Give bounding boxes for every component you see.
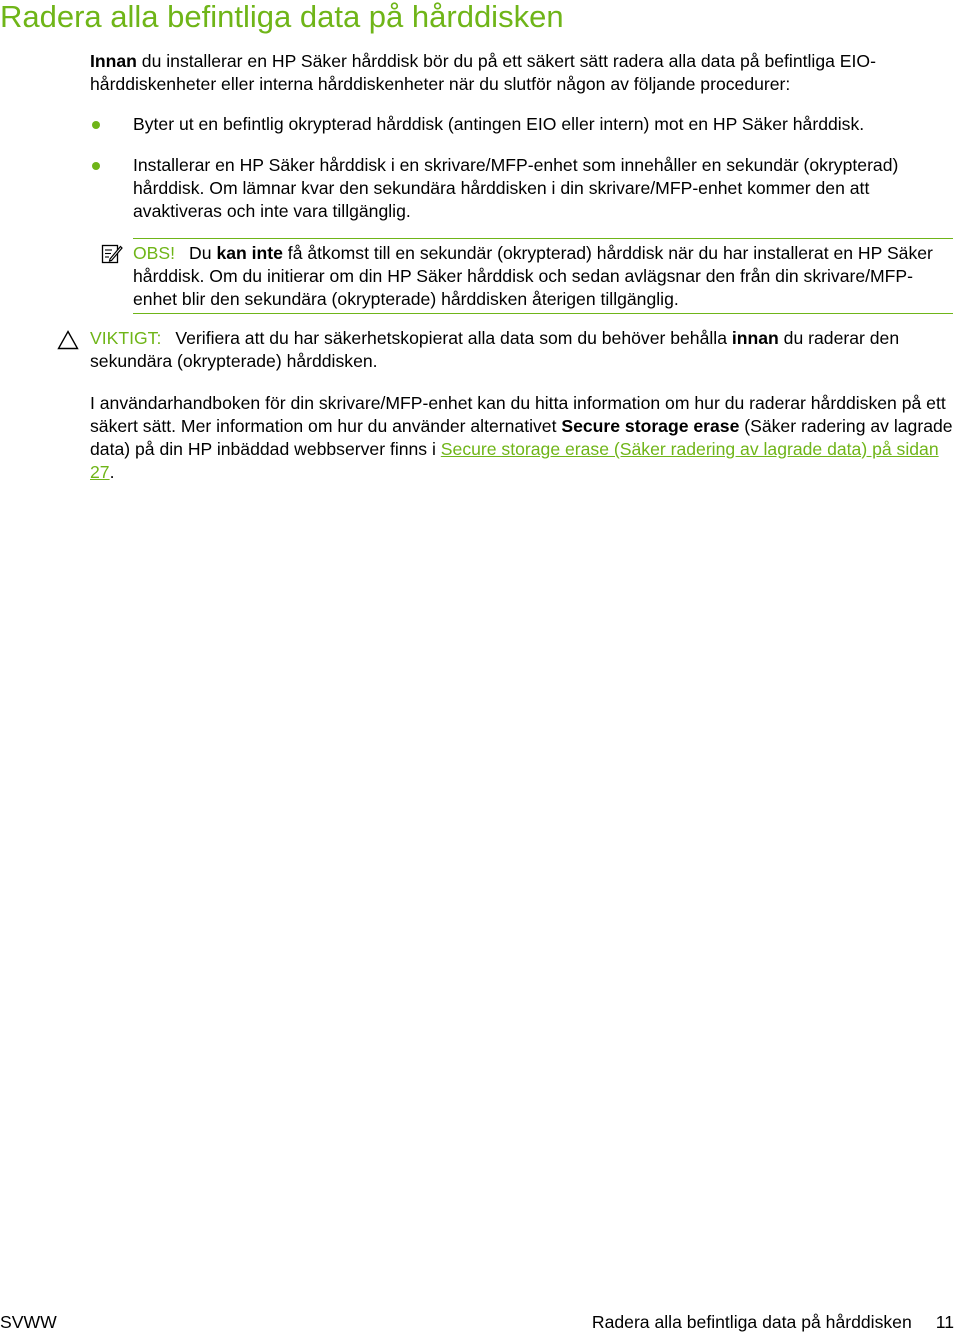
warning-triangle-icon — [57, 330, 79, 350]
list-item-text: Byter ut en befintlig okrypterad hårddisk (antingen EIO eller intern) mot en HP Säker hårddisk. — [133, 114, 865, 134]
list-item — [0, 113, 955, 136]
secure-storage-erase-link[interactable]: Secure storage erase (Säker radering av lagrade data) på sidan 27 — [90, 439, 939, 482]
bullet-list — [0, 113, 960, 241]
paragraph-text-bold: Secure storage erase — [561, 416, 740, 436]
note-text-bold: kan inte — [216, 243, 283, 263]
intro-paragraph — [90, 50, 952, 96]
note-box — [133, 238, 953, 314]
note-pencil-icon — [101, 242, 123, 264]
footer-left-label: SVWW — [0, 1312, 57, 1332]
footer-chapter-title: Radera alla befintliga data på hårddisken — [591, 1312, 912, 1332]
important-box — [90, 327, 952, 373]
list-item-text: Installerar en HP Säker hårddisk i en skrivare/MFP-enhet som innehåller en sekundär (okrypterad) hårddisk. Om lämnar kvar den sekundära hårddisken i din skrivare/MFP-enhet kommer den att avaktiveras och inte vara tillgänglig. — [133, 155, 899, 221]
page-footer — [0, 1310, 954, 1334]
paragraph-text-post: . — [109, 462, 115, 482]
intro-text: du installerar en HP Säker hårddisk bör du på ett säkert sätt radera alla data på befintliga EIO-hårddiskenheter eller interna hårddiskenheter när du slutför någon av följande procedurer: — [90, 51, 876, 94]
note-text-post: få åtkomst till en sekundär (okrypterad) hårddisk när du har installerat en HP Säker hårddisk. Om du initierar om din HP Säker hårddisk och sedan avlägsnar den från din skrivare/MFP-enhet blir den sekundära (okrypterade) hårddisken återigen tillgänglig. — [133, 243, 933, 309]
note-label: OBS! — [133, 243, 176, 263]
page-title: Radera alla befintliga data på hårddisken — [0, 0, 564, 34]
list-item — [0, 154, 955, 223]
intro-bold: Innan — [90, 51, 137, 71]
important-text-pre: Verifiera att du har säkerhetskopierat alla data som du behöver behålla — [175, 328, 732, 348]
note-text-pre: Du — [189, 243, 217, 263]
footer-right — [592, 1310, 954, 1334]
bullet-dot-icon — [92, 162, 100, 170]
body-paragraph — [90, 392, 956, 484]
important-text-post: du raderar den sekundära (okrypterade) hårddisken. — [90, 328, 900, 371]
paragraph-text-mid: (Säker radering av lagrade data) på din HP inbäddad webbserver finns i — [90, 416, 953, 459]
page-number: 11 — [935, 1312, 954, 1332]
paragraph-text-pre: I användarhandboken för din skrivare/MFP-enhet kan du hitta information om hur du raderar hårddisken på ett säkert sätt. Mer information om hur du använder alternativet — [90, 393, 946, 436]
important-label: VIKTIGT: — [90, 328, 162, 348]
bullet-dot-icon — [92, 121, 100, 129]
important-text-bold: innan — [731, 328, 779, 348]
